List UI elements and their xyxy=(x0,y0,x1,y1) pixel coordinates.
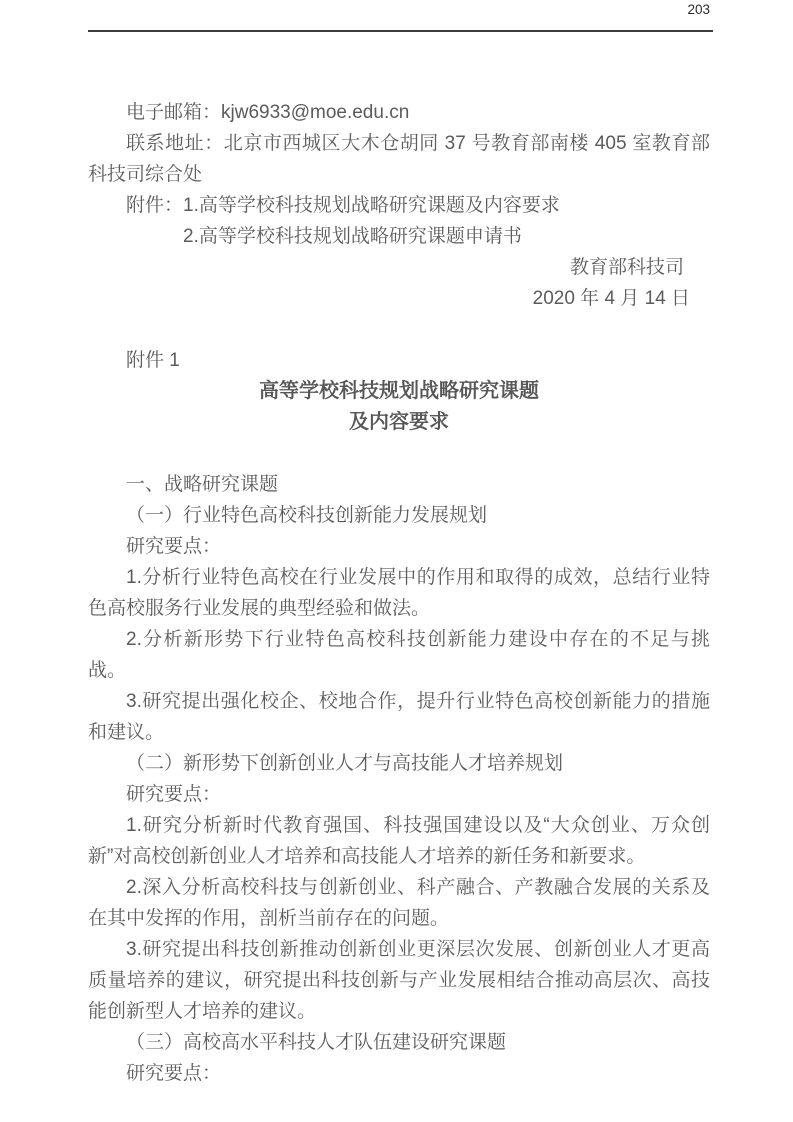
attachment-list-line-1: 附件：1.高等学校科技规划战略研究课题及内容要求 xyxy=(126,195,560,216)
annex-label: 附件 1 xyxy=(126,350,180,371)
topic-1-points-label: 研究要点： xyxy=(126,536,222,557)
topic-2-point-2: 2.深入分析高校科技与创新创业、科产融合、产教融合发展的关系及在其中发挥的作用，剖析当前存在的问题。 xyxy=(88,877,710,929)
blank-line xyxy=(88,314,710,345)
topic-1-point-3: 3.研究提出强化校企、校地合作，提升行业特色高校创新能力的措施和建议。 xyxy=(88,691,710,743)
annex-title-line-1: 高等学校科技规划战略研究课题 xyxy=(259,380,539,402)
topic-3-heading: （三）高校高水平科技人才队伍建设研究课题 xyxy=(126,1032,507,1053)
topic-1-point-1: 1.分析行业特色高校在行业发展中的作用和取得的成效，总结行业特色高校服务行业发展的典型经验和做法。 xyxy=(88,567,710,619)
topic-1-point-2: 2.分析新形势下行业特色高校科技创新能力建设中存在的不足与挑战。 xyxy=(88,629,710,681)
topic-2-heading: （二）新形势下创新创业人才与高技能人才培养规划 xyxy=(126,753,564,774)
blank-line xyxy=(88,438,710,469)
topic-1-heading: （一）行业特色高校科技创新能力发展规划 xyxy=(126,505,488,526)
address-line: 联系地址：北京市西城区大木仓胡同 37 号教育部南楼 405 室教育部科技司综合处 xyxy=(88,133,710,185)
annex-title-line-2: 及内容要求 xyxy=(349,411,449,433)
topic-2-points-label: 研究要点： xyxy=(126,784,222,805)
topic-2-point-3: 3.研究提出科技创新推动创新创业更深层次发展、创新创业人才更高质量培养的建议，研究提出科技创新与产业发展相结合推动高层次、高技能创新型人才培养的建议。 xyxy=(88,939,710,1022)
issuer-signature: 教育部科技司 xyxy=(569,257,684,278)
section-1-heading: 一、战略研究课题 xyxy=(126,474,279,495)
header-rule xyxy=(88,30,713,32)
topic-3-points-label: 研究要点： xyxy=(126,1063,222,1084)
document-body xyxy=(88,97,710,1089)
email-line: 电子邮箱：kjw6933@moe.edu.cn xyxy=(126,102,410,123)
topic-2-point-1: 1.研究分析新时代教育强国、科技强国建设以及“大众创业、万众创新”对高校创新创业人才培养和高技能人才培养的新任务和新要求。 xyxy=(88,815,710,867)
page-number: 203 xyxy=(687,2,710,17)
issue-date: 2020 年 4 月 14 日 xyxy=(532,288,690,309)
attachment-list-line-2: 2.高等学校科技规划战略研究课题申请书 xyxy=(183,226,522,247)
